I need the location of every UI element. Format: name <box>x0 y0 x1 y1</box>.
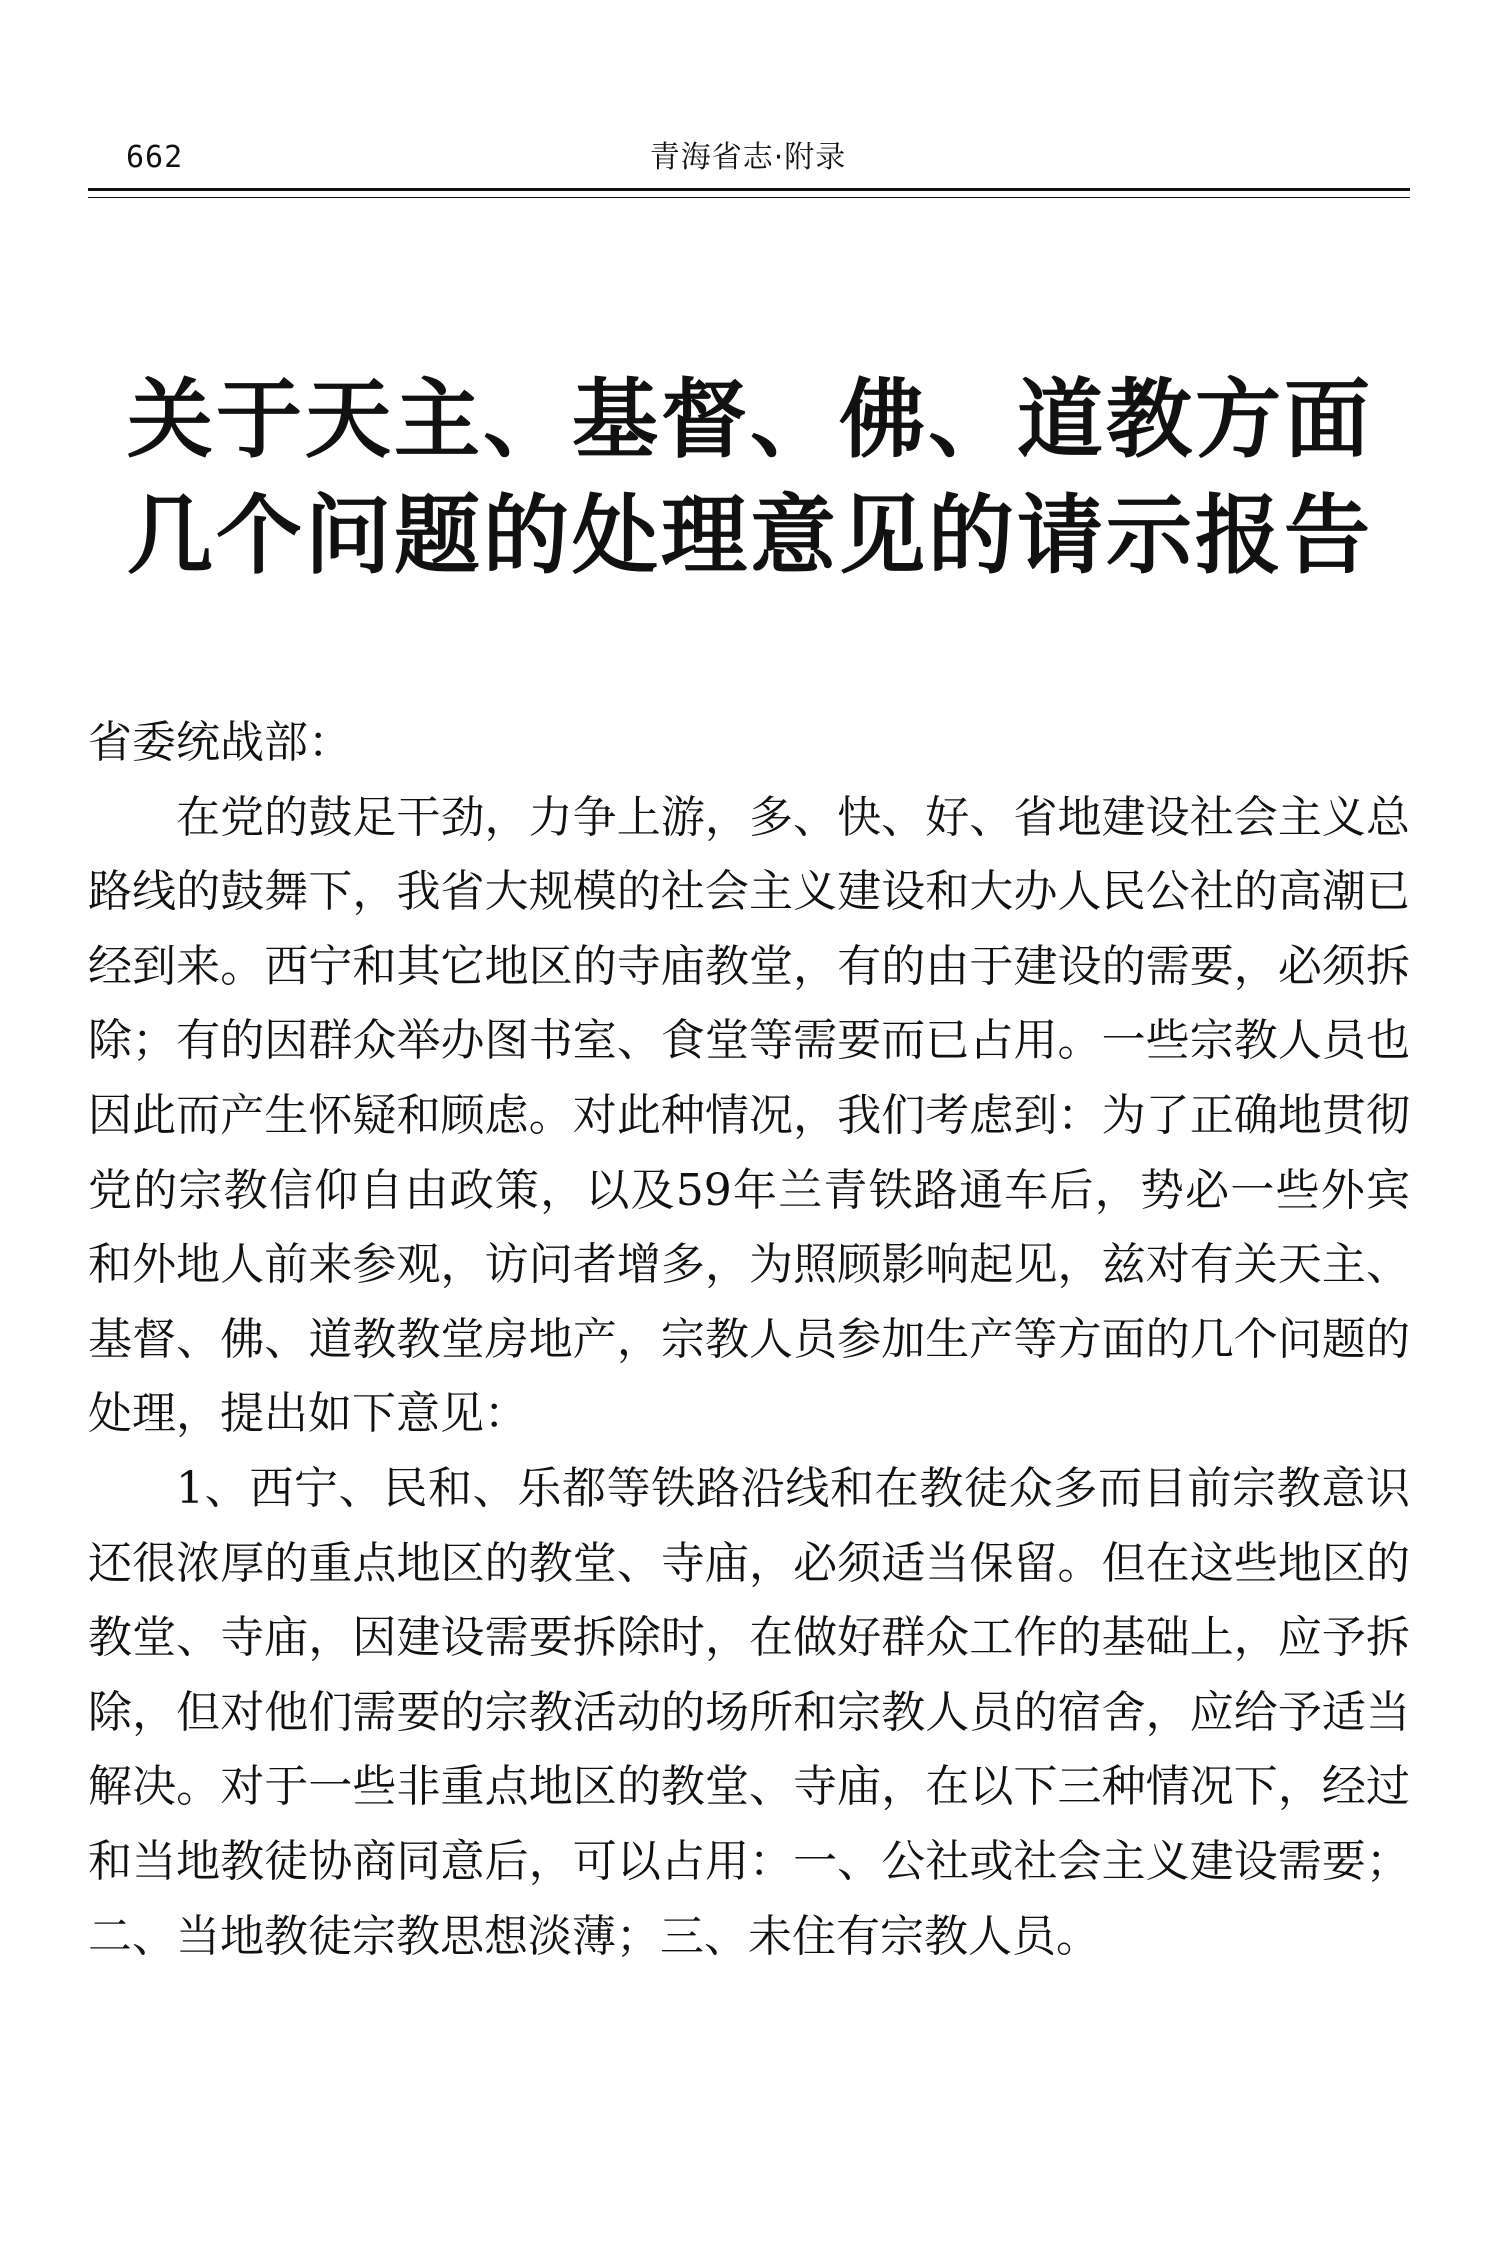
header-rule-thin <box>88 197 1410 198</box>
title-line-1: 关于天主、基督、佛、道教方面 <box>127 370 1373 470</box>
running-header <box>88 138 1408 178</box>
running-title: 青海省志·附录 <box>649 140 847 175</box>
document-title <box>0 362 1500 594</box>
salutation: 省委统战部： <box>88 717 352 768</box>
paragraph-1: 在党的鼓足干劲，力争上游，多、快、好、省地建设社会主义总路线的鼓舞下，我省大规模的社会主义建设和大办人民公社的高潮已经到来。西宁和其它地区的寺庙教堂，有的由于建设的需要，必须拆除；有的因群众举办图书室、食堂等需要而已占用。一些宗教人员也因此而产生怀疑和顾虑。对此种情况，我们考虑到：为了正确地贯彻党的宗教信仰自由政策，以及59年兰青铁路通车后，势必一些外宾和外地人前来参观，访问者增多，为照顾影响起见，兹对有关天主、基督、佛、道教教堂房地产，宗教人员参加生产等方面的几个问题的处理，提出如下意见： <box>88 791 1410 1440</box>
body-text <box>88 706 1410 1974</box>
title-line-2: 几个问题的处理意见的请示报告 <box>127 486 1373 586</box>
page-number: 662 <box>126 140 184 175</box>
header-rule-thick <box>88 188 1410 191</box>
paragraph-2: 1、西宁、民和、乐都等铁路沿线和在教徒众多而目前宗教意识还很浓厚的重点地区的教堂、寺庙，必须适当保留。但在这些地区的教堂、寺庙，因建设需要拆除时，在做好群众工作的基础上，应予拆除，但对他们需要的宗教活动的场所和宗教人员的宿舍，应给予适当解决。对于一些非重点地区的教堂、寺庙，在以下三种情况下，经过和当地教徒协商同意后，可以占用：一、公社或社会主义建设需要；二、当地教徒宗教思想淡薄；三、未住有宗教人员。 <box>88 1462 1410 1962</box>
